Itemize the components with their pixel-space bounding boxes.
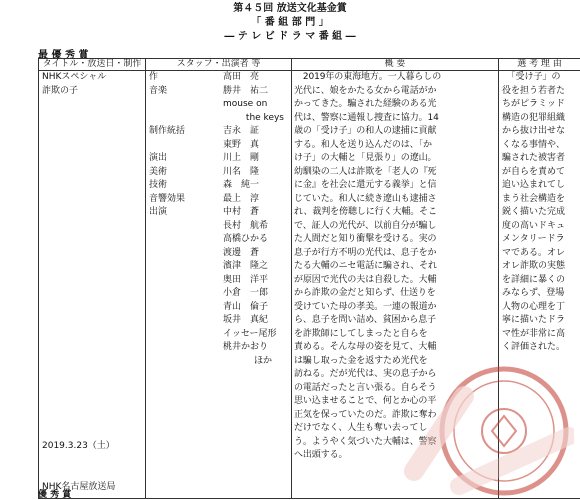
summary-line: に金』を社会に還元する義挙」と信 (294, 179, 496, 193)
staff-name: 川名 隆 (223, 166, 259, 180)
staff-row (146, 139, 286, 153)
summary-line: 正気を保っていたのだ。詐欺に奪わ (294, 409, 496, 423)
staff-row (146, 125, 286, 139)
staff-row (146, 274, 286, 288)
staff-name: 長村 航希 (223, 220, 268, 234)
producer: NHK名古屋放送局 (42, 481, 115, 495)
reason-line: マである。オレ (502, 247, 580, 261)
reason-line: から抜け出せな (502, 125, 580, 139)
staff-name: 森 純一 (223, 179, 259, 193)
summary-line: する。和人を送り込んだのは、「か (294, 139, 496, 153)
summary-line: を詐欺師にしてしまったと自らを (294, 328, 496, 342)
summary-line: 息子が行方不明の光代は、息子をか (294, 247, 496, 261)
program-series: NHKスペシャル (42, 71, 145, 85)
column-header-summary: 概 要 (292, 59, 499, 71)
staff-role: 技術 (149, 179, 167, 193)
staff-name: 中村 蒼 (223, 206, 259, 220)
summary-line: 光代に、娘をかたる女から電話がか (294, 85, 496, 99)
summary-line: 幼馴染の二人は詐欺を「老人の『死 (294, 166, 496, 180)
staff-row (146, 193, 286, 207)
staff-row (146, 355, 286, 369)
reason-line: 追い込まれてし (502, 179, 580, 193)
staff-row (146, 301, 286, 315)
summary-line: れ、裁判を傍聴しに行く大輔。そこ (294, 206, 496, 220)
staff-row (146, 85, 286, 99)
staff-name: 桃井かおり (223, 341, 268, 355)
staff-row (146, 152, 286, 166)
summary-line: で、証人の光代が、以前自分が騙し (294, 220, 496, 234)
summary-line: 受けていた母の孝美。一連の報道か (294, 301, 496, 315)
summary-line: け子」の大輔と「見張り」の遼山。 (294, 152, 496, 166)
reason-line: ちがピラミッド (502, 98, 580, 112)
reason-line: 人物の心理を丁 (502, 301, 580, 315)
next-section-title: 優 秀 賞 (38, 487, 71, 500)
staff-role: 演出 (149, 152, 167, 166)
staff-role: 出演 (149, 206, 167, 220)
summary-line: へ出頭する。 (294, 449, 496, 463)
staff-row (146, 247, 286, 261)
staff-row (146, 206, 286, 220)
staff-row (146, 112, 286, 126)
staff-row (146, 341, 286, 355)
reason-line: まう社会構造を (502, 193, 580, 207)
summary-line: たる大輔のニセ電話に騙され、それ (294, 260, 496, 274)
staff-name: イッセー尾形 (223, 328, 276, 342)
summary-line: ら、息子を問い詰め、貧困から息子 (294, 314, 496, 328)
summary-line: 思い込ませることで、何とか心の平 (294, 395, 496, 409)
reason-line: みならず、登場 (502, 287, 580, 301)
staff-row (146, 179, 286, 193)
staff-name: the keys (246, 112, 284, 126)
reason-line: くなる事情や、 (502, 139, 580, 153)
column-header-reason: 選 考 理 由 (499, 59, 580, 71)
staff-name: 勝井 祐二 (223, 85, 268, 99)
staff-name: 川上 剛 (223, 152, 259, 166)
staff-name: 渡邊 蒼 (223, 247, 259, 261)
staff-row (146, 71, 286, 85)
staff-role: 美術 (149, 166, 167, 180)
staff-name: 高橋ひかる (223, 233, 268, 247)
summary-line: から詐欺の金だと知らず、仕送りを (294, 287, 496, 301)
staff-row (146, 233, 286, 247)
staff-row (146, 328, 286, 342)
staff-name: 奥田 洋平 (223, 274, 268, 288)
staff-role: 音楽 (149, 85, 167, 99)
summary-line: が原因で光代の夫は自殺した。大輔 (294, 274, 496, 288)
summary-line: 責める。そんな母の姿を見て、大輔 (294, 341, 496, 355)
summary-line: 歳の「受け子」の和人の逮捕に貢献 (294, 125, 496, 139)
summary-line: の電話だったと言い張る。自らそう (294, 382, 496, 396)
staff-row (146, 98, 286, 112)
staff-row (146, 260, 286, 274)
staff-name: mouse on (223, 98, 267, 112)
column-header-staff: スタッフ・出演者 等 (146, 59, 292, 71)
staff-name: 青山 倫子 (223, 301, 268, 315)
reason-line: 「受け子」の (502, 71, 580, 85)
reason-line: マ性が非常に高 (502, 328, 580, 342)
staff-row (146, 287, 286, 301)
reason-line: 構造の犯罪組織 (502, 112, 580, 126)
staff-role: 音響効果 (149, 193, 185, 207)
summary-line: た人間だと知り衝撃を受ける。実の (294, 233, 496, 247)
category-title: 「 番 組 部 門 」 (0, 17, 580, 29)
program-title: 詐欺の子 (42, 85, 145, 99)
reason-line: が自らを責めて (502, 166, 580, 180)
staff-row (146, 220, 286, 234)
staff-cell (146, 71, 292, 499)
reason-line: メンタリードラ (502, 233, 580, 247)
air-date: 2019.3.23（土） (42, 440, 115, 454)
section-title: 最 優 秀 賞 (38, 46, 88, 61)
reason-line: 役を担う若者た (502, 85, 580, 99)
column-header-title: タイトル・放送日・制作 (39, 59, 146, 71)
summary-line: かってきた。騙された経験のある光 (294, 98, 496, 112)
reason-line: 度の高いドキュ (502, 220, 580, 234)
summary-line: 2019年の東海地方。一人暮らしの (294, 71, 496, 85)
title-cell (39, 71, 146, 499)
subcategory-title: ― テ レ ビ ド ラ マ 番 組 ― (0, 31, 580, 43)
staff-name: 最上 淳 (223, 193, 259, 207)
staff-role: 制作統括 (149, 125, 185, 139)
staff-name: 吉永 証 (223, 125, 259, 139)
summary-line: だけでなく、人生も奪い去ってし (294, 422, 496, 436)
staff-name: ほか (254, 355, 272, 369)
award-title: 第４５回 放送文化基金賞 (0, 3, 580, 15)
staff-row (146, 166, 286, 180)
summary-line: 代は、警察に通報し捜査に協力。14 (294, 112, 496, 126)
summary-line: じていた。和人に続き遼山も逮捕さ (294, 193, 496, 207)
reason-line: 騙された被害者 (502, 152, 580, 166)
reason-line: 寧に描いたドラ (502, 314, 580, 328)
reason-line: オレ詐欺の実態 (502, 260, 580, 274)
circular-stamp-watermark (404, 336, 574, 496)
staff-name: 高田 亮 (223, 71, 259, 85)
reason-line: く評価された。 (502, 341, 580, 355)
staff-name: 小倉 一郎 (223, 287, 268, 301)
staff-name: 坂井 真紀 (223, 314, 268, 328)
staff-name: 東野 真 (223, 139, 259, 153)
summary-line: は騙し取った金を返すため光代を (294, 355, 496, 369)
reason-line: を詳細に暴くの (502, 274, 580, 288)
summary-line: 訪ねる。だが光代は、実の息子から (294, 368, 496, 382)
reason-line: 鋭く描いた完成 (502, 206, 580, 220)
staff-role: 作 (149, 71, 158, 85)
staff-name: 濱津 隆之 (223, 260, 268, 274)
table-header-row (39, 59, 580, 71)
staff-row (146, 314, 286, 328)
summary-line: う。ようやく気づいた大輔は、警察 (294, 436, 496, 450)
